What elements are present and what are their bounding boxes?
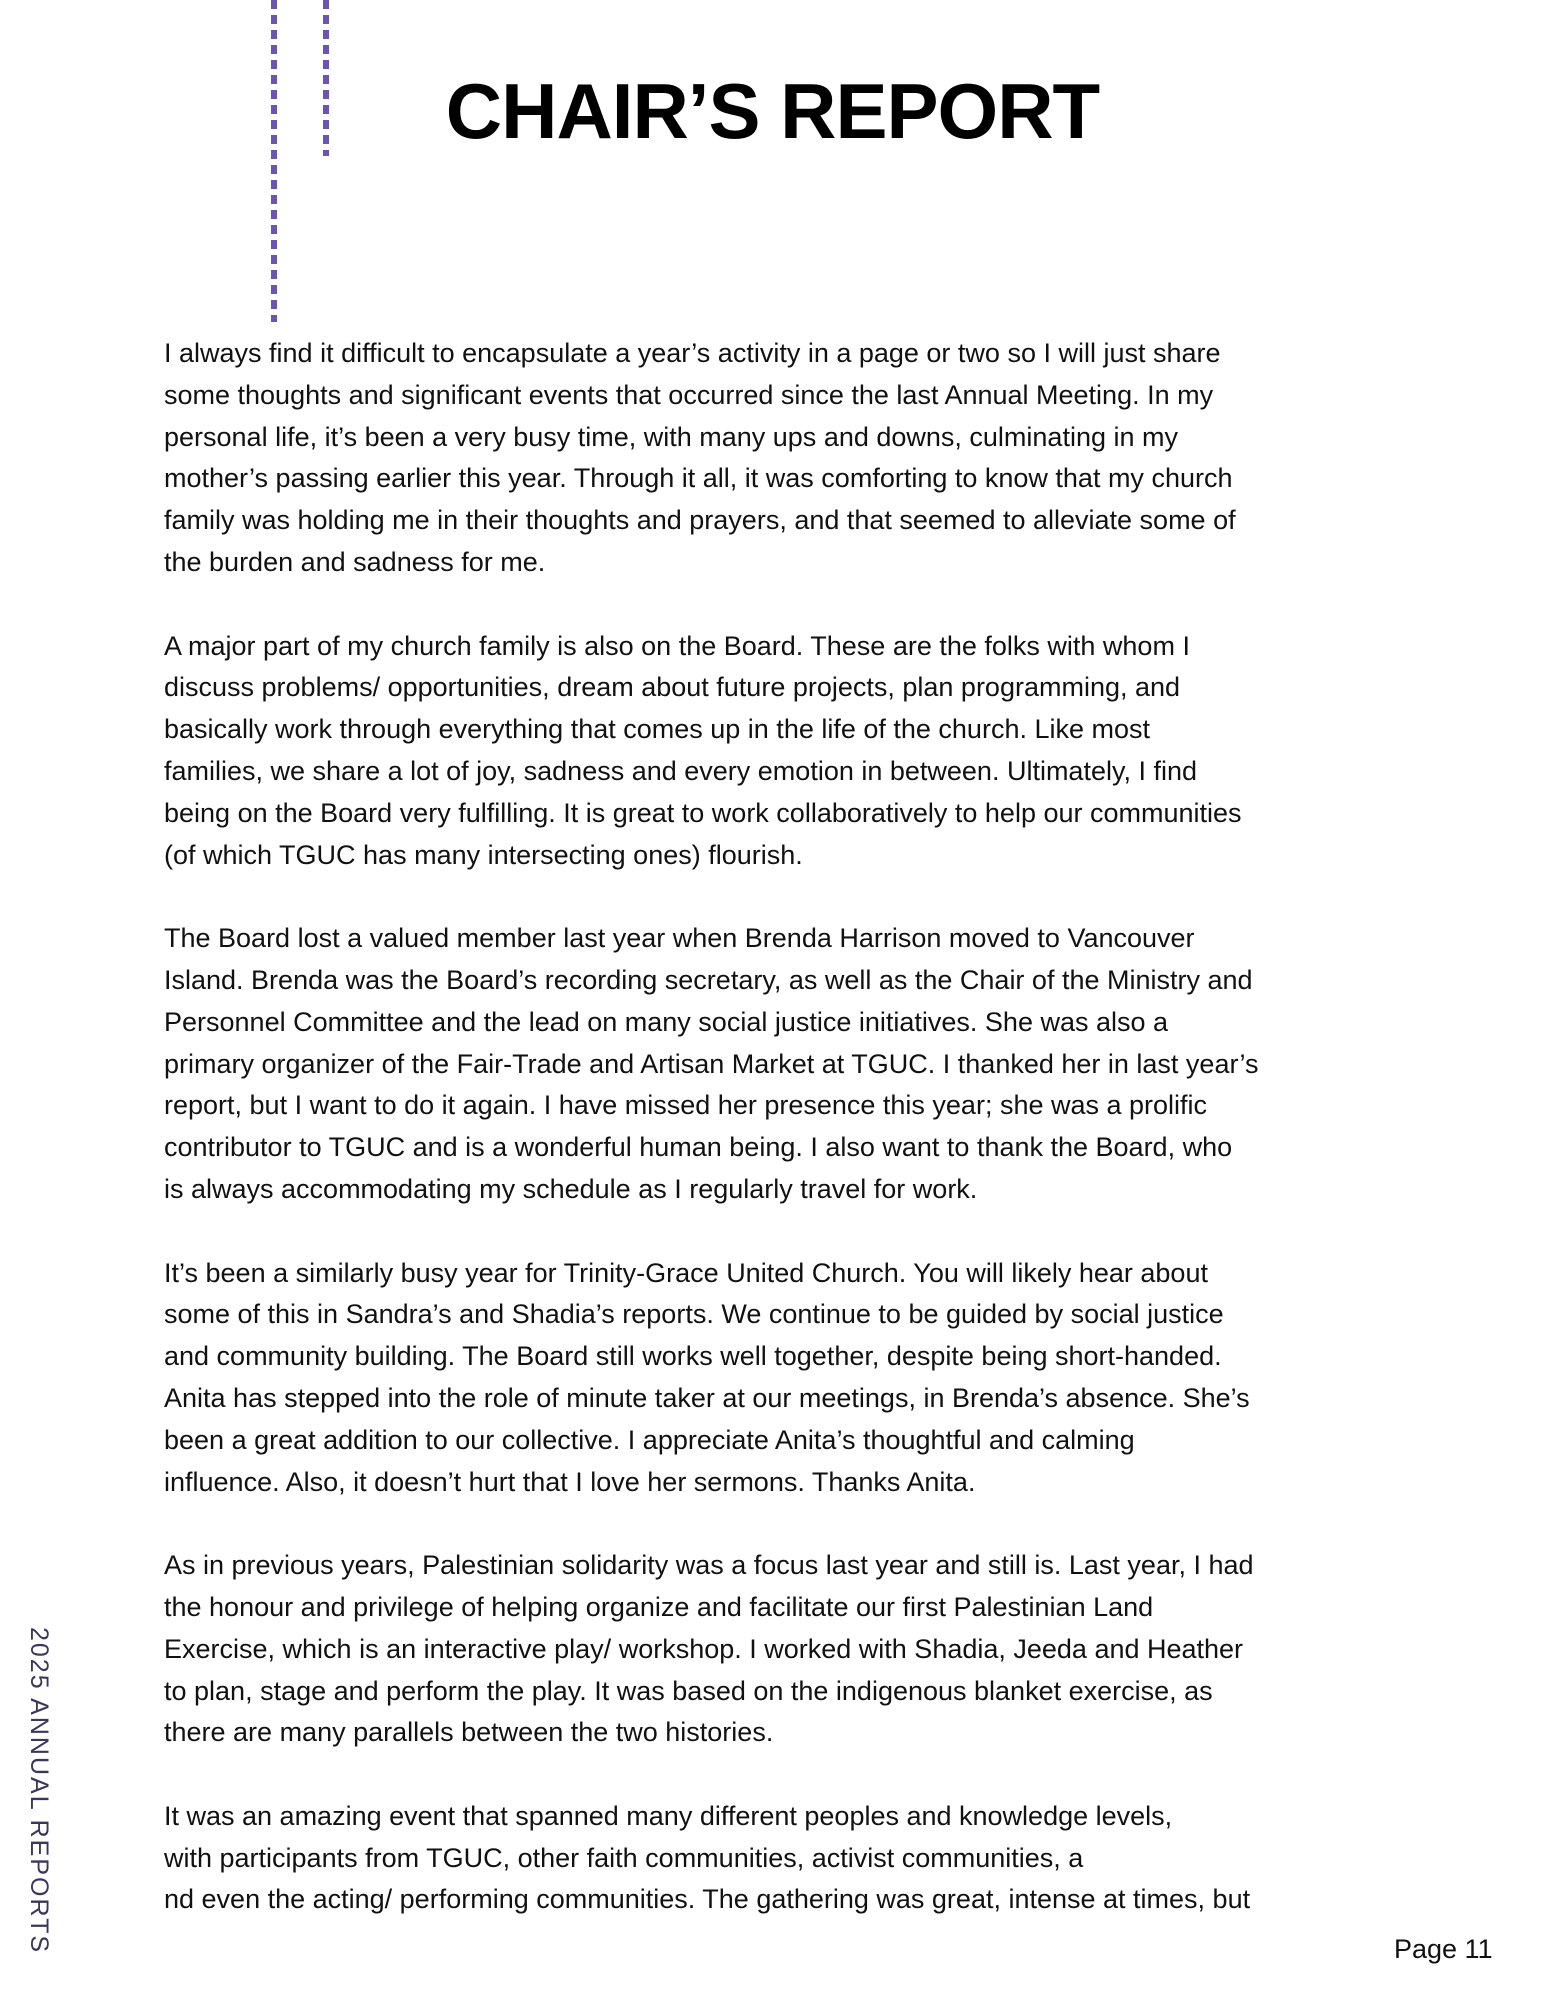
paragraph [164, 1545, 1424, 1754]
text-line: A major part of my church family is also on the Board. These are the folks with whom I [164, 630, 1190, 661]
text-line: primary organizer of the Fair-Trade and Artisan Market at TGUC. I thanked her in last year’s [164, 1048, 1259, 1079]
text-line: Anita has stepped into the role of minute taker at our meetings, in Brenda’s absence. She’s [164, 1382, 1250, 1413]
text-line: The Board lost a valued member last year when Brenda Harrison moved to Vancouver [164, 923, 1195, 954]
text-line: (of which TGUC has many intersecting ones) flourish. [164, 839, 803, 870]
paragraph [164, 626, 1424, 877]
text-line: contributor to TGUC and is a wonderful human being. I also want to thank the Board, who [164, 1132, 1233, 1163]
text-line: Personnel Committee and the lead on many social justice initiatives. She was also a [164, 1006, 1169, 1037]
text-line: mother’s passing earlier this year. Through it all, it was comforting to know that my church [164, 463, 1233, 494]
text-line: family was holding me in their thoughts and prayers, and that seemed to alleviate some of [164, 505, 1236, 536]
report-body [164, 333, 1424, 1963]
text-line: being on the Board very fulfilling. It is great to work collaboratively to help our communities [164, 797, 1242, 828]
text-line: discuss problems/ opportunities, dream about future projects, plan programming, and [164, 672, 1181, 703]
text-line: the honour and privilege of helping organize and facilitate our first Palestinian Land [164, 1591, 1154, 1622]
text-line: been a great addition to our collective. I appreciate Anita’s thoughtful and calming [164, 1424, 1135, 1455]
text-line: to plan, stage and perform the play. It was based on the indigenous blanket exercise, as [164, 1675, 1213, 1706]
text-line: nd even the acting/ performing communities. The gathering was great, intense at times, but [164, 1884, 1251, 1915]
text-line: It was an amazing event that spanned many different peoples and knowledge levels, [164, 1800, 1173, 1831]
text-line: families, we share a lot of joy, sadness and every emotion in between. Ultimately, I find [164, 755, 1198, 786]
text-line: and community building. The Board still works well together, despite being short-handed. [164, 1341, 1222, 1372]
text-line: there are many parallels between the two histories. [164, 1717, 774, 1748]
paragraph [164, 1253, 1424, 1504]
text-line: Island. Brenda was the Board’s recording secretary, as well as the Chair of the Ministry and [164, 964, 1253, 995]
text-line: with participants from TGUC, other faith communities, activist communities, a [164, 1842, 1084, 1873]
page-title: CHAIR’S REPORT [445, 67, 1100, 155]
text-line: As in previous years, Palestinian solidarity was a focus last year and still is. Last year, I had [164, 1550, 1254, 1581]
paragraph [164, 918, 1424, 1211]
paragraph [164, 333, 1424, 584]
text-line: I always find it difficult to encapsulate a year’s activity in a page or two so I will just share [164, 338, 1221, 368]
paragraph [164, 1796, 1424, 1921]
text-line: Exercise, which is an interactive play/ workshop. I worked with Shadia, Jeeda and Heather [164, 1633, 1244, 1664]
side-label: 2025 ANNUAL REPORTS [25, 1627, 53, 1955]
text-line: some thoughts and significant events that occurred since the last Annual Meeting. In my [164, 379, 1214, 410]
text-line: personal life, it’s been a very busy time, with many ups and downs, culminating in my [164, 421, 1178, 452]
text-line: It’s been a similarly busy year for Trinity-Grace United Church. You will likely hear about [164, 1257, 1208, 1288]
text-line: report, but I want to do it again. I have missed her presence this year; she was a prolific [164, 1090, 1208, 1121]
text-line: the burden and sadness for me. [164, 546, 546, 577]
text-line: is always accommodating my schedule as I regularly travel for work. [164, 1173, 978, 1204]
page-number: Page 11 [1394, 1934, 1493, 1964]
text-line: some of this in Sandra’s and Shadia’s reports. We continue to be guided by social justice [164, 1299, 1224, 1330]
decorative-dotted-line [271, 0, 277, 322]
text-line: influence. Also, it doesn’t hurt that I love her sermons. Thanks Anita. [164, 1466, 976, 1497]
text-line: basically work through everything that comes up in the life of the church. Like most [164, 714, 1151, 745]
